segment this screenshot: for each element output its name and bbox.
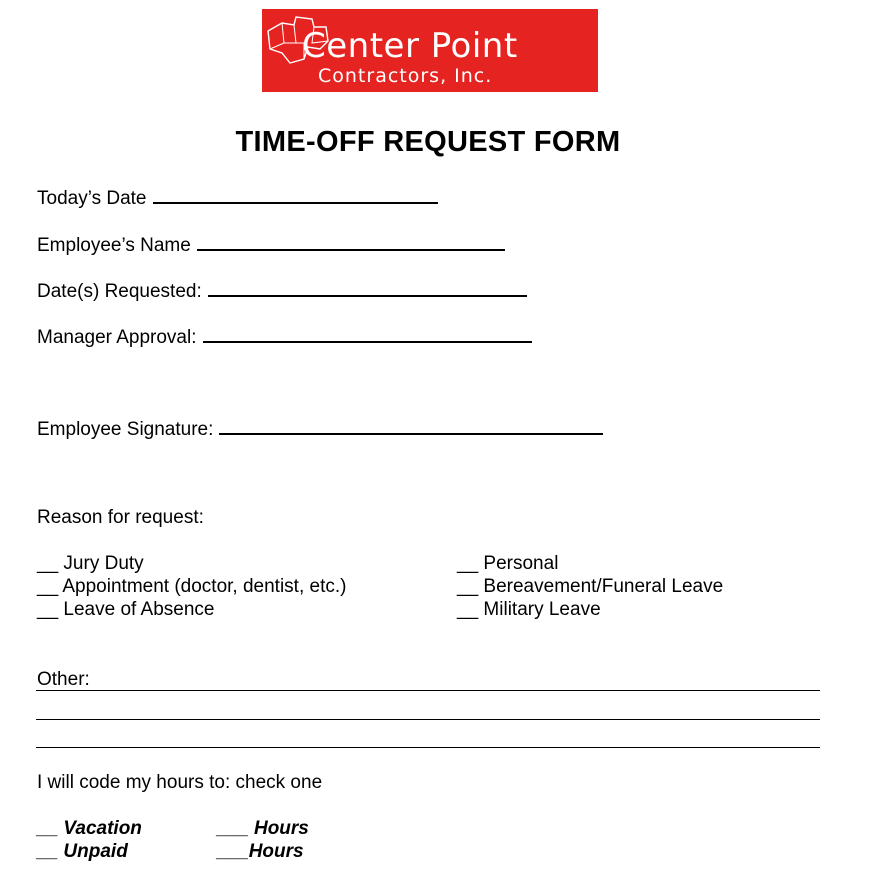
other-line-3[interactable] xyxy=(36,747,820,748)
dates-requested-field[interactable] xyxy=(208,277,527,297)
checkbox-blank[interactable]: __ xyxy=(37,818,59,839)
form-title: TIME-OFF REQUEST FORM xyxy=(235,126,621,158)
unpaid-hours[interactable] xyxy=(217,841,304,863)
option-label: Appointment (doctor, dentist, etc.) xyxy=(62,576,347,597)
option-label: Leave of Absence xyxy=(63,599,215,620)
other-label: Other: xyxy=(37,669,90,690)
reason-option-military-leave[interactable] xyxy=(457,599,601,621)
option-label: Personal xyxy=(483,553,559,574)
hours-blank[interactable]: ___ xyxy=(217,818,249,839)
hours-label: Hours xyxy=(248,841,304,862)
unpaid-label: Unpaid xyxy=(63,841,128,862)
vacation-hours[interactable] xyxy=(217,818,309,840)
other-line-2[interactable] xyxy=(36,719,820,720)
code-option-vacation[interactable] xyxy=(37,818,142,840)
code-option-unpaid[interactable] xyxy=(37,841,128,863)
hours-label: Hours xyxy=(253,818,309,839)
manager-approval-row xyxy=(37,323,532,349)
other-line-1[interactable] xyxy=(36,690,820,691)
checkbox-blank[interactable]: __ xyxy=(37,841,59,862)
todays-date-field[interactable] xyxy=(153,184,438,204)
reason-option-leave-of-absence[interactable] xyxy=(37,599,215,621)
code-hours-label: I will code my hours to: check one xyxy=(37,772,323,793)
checkbox-blank[interactable]: __ xyxy=(457,553,479,574)
checkbox-blank[interactable]: __ xyxy=(37,576,59,597)
employee-signature-row xyxy=(37,415,603,441)
reason-option-bereavement[interactable] xyxy=(457,576,723,598)
todays-date-label: Today’s Date xyxy=(37,188,147,209)
employee-name-row xyxy=(37,231,505,257)
manager-approval-label: Manager Approval: xyxy=(37,327,197,348)
reason-label: Reason for request: xyxy=(37,507,204,528)
reason-option-jury-duty[interactable] xyxy=(37,553,144,575)
logo-line-1: Center Point xyxy=(302,26,518,66)
employee-name-label: Employee’s Name xyxy=(37,235,191,256)
option-label: Jury Duty xyxy=(63,553,144,574)
employee-signature-field[interactable] xyxy=(219,415,603,435)
hours-blank[interactable]: ___ xyxy=(217,841,249,862)
todays-date-row xyxy=(37,184,438,210)
employee-signature-label: Employee Signature: xyxy=(37,419,214,440)
checkbox-blank[interactable]: __ xyxy=(37,599,59,620)
checkbox-blank[interactable]: __ xyxy=(457,576,479,597)
dates-requested-row xyxy=(37,277,527,303)
company-logo xyxy=(262,9,598,92)
option-label: Military Leave xyxy=(483,599,601,620)
reason-option-personal[interactable] xyxy=(457,553,558,575)
logo-line-2: Contractors, Inc. xyxy=(318,65,493,87)
reason-option-appointment[interactable] xyxy=(37,576,346,598)
dates-requested-label: Date(s) Requested: xyxy=(37,281,202,302)
manager-approval-field[interactable] xyxy=(203,323,532,343)
employee-name-field[interactable] xyxy=(197,231,505,251)
option-label: Bereavement/Funeral Leave xyxy=(483,576,724,597)
checkbox-blank[interactable]: __ xyxy=(37,553,59,574)
vacation-label: Vacation xyxy=(63,818,142,839)
checkbox-blank[interactable]: __ xyxy=(457,599,479,620)
